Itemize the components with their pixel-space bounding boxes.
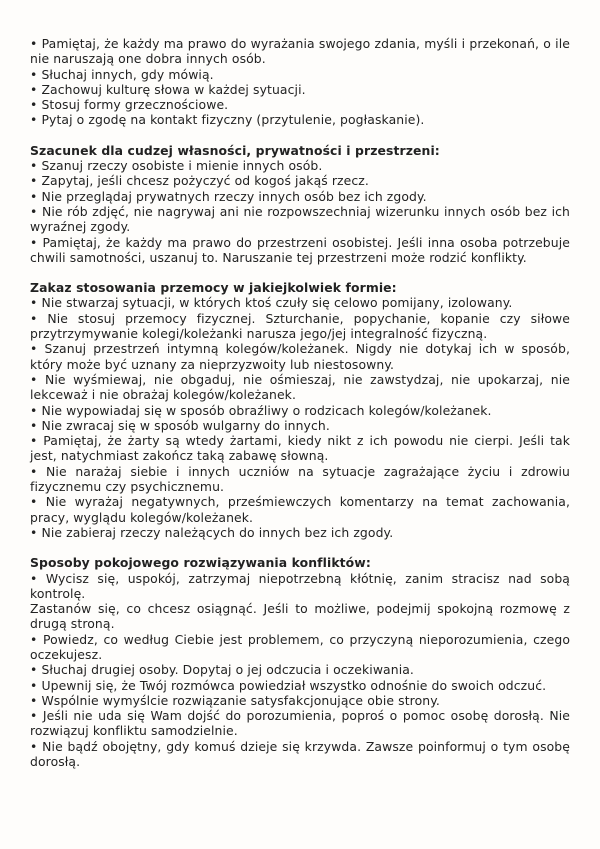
list-item: • Wspólnie wymyślcie rozwiązanie satysfakcjonujące obie strony. [30,692,440,708]
section-heading: Zakaz stosowania przemocy w jakiejkolwiek formie: [30,280,397,296]
list-item: • Wycisz się, uspokój, zatrzymaj niepotrzebną kłótnię, zanim stracisz nad sobą kontrolę. [30,570,570,601]
section-heading: Szacunek dla cudzej własności, prywatności i przestrzeni: [30,142,440,158]
bullet-list [30,36,570,128]
list-item: • Stosuj formy grzecznościowe. [30,97,229,113]
list-item: • Nie zabieraj rzeczy należących do innych bez ich zgody. [30,524,394,540]
list-item: • Pamiętaj, że każdy ma prawo do przestrzeni osobistej. Jeśli inna osoba potrzebuje chwili samotności, uszanuj to. Naruszanie tej przestrzeni może rodzić konflikty. [30,234,570,265]
list-item: • Nie stosuj przemocy fizycznej. Szturchanie, popychanie, kopanie czy siłowe przytrzymywanie kolegi/koleżanki narusza jego/jej integralność fizyczną. [30,310,570,342]
bullet-list [30,571,570,770]
list-item: • Pytaj o zgodę na kontakt fizyczny (przytulenie, pogłaskanie). [30,112,425,128]
list-item: • Pamiętaj, że każdy ma prawo do wyrażania swojego zdania, myśli i przekonań, o ile nie naruszają one dobra innych osób. [30,36,570,67]
list-item: • Szanuj rzeczy osobiste i mienie innych osób. [30,158,323,174]
section-property-privacy [30,143,570,265]
list-item: Zastanów się, co chcesz osiągnąć. Jeśli to możliwe, podejmij spokojną rozmowę z drugą stroną. [30,601,570,632]
list-item: • Nie wypowiadaj się w sposób obraźliwy o rodzicach kolegów/koleżanek. [30,402,492,418]
list-item: • Słuchaj drugiej osoby. Dopytaj o jej odczucia i oczekiwania. [30,662,414,678]
list-item: • Nie narażaj siebie i innych uczniów na sytuacje zagrażające życiu i zdrowiu fizycznemu czy psychicznemu. [30,463,570,495]
section-conflict-resolution [30,555,570,769]
list-item: • Pamiętaj, że żarty są wtedy żartami, kiedy nikt z ich powodu nie cierpi. Jeśli tak jest, natychmiast zakończ taką zabawę słowną. [30,433,570,464]
list-item: • Słuchaj innych, gdy mówią. [30,66,214,82]
list-item: • Nie stwarzaj sytuacji, w których ktoś czuły się celowo pomijany, izolowany. [30,295,513,311]
list-item: • Nie przeglądaj prywatnych rzeczy innych osób bez ich zgody. [30,188,427,204]
list-item: • Nie wyrażaj negatywnych, prześmiewczych komentarzy na temat zachowania, pracy, wyglądu kolegów/koleżanek. [30,494,570,525]
list-item: • Zapytaj, jeśli chcesz pożyczyć od kogoś jakąś rzecz. [30,173,369,189]
section-heading: Sposoby pokojowego rozwiązywania konfliktów: [30,555,371,571]
list-item: • Szanuj przestrzeń intymną kolegów/koleżanek. Nigdy nie dotykaj ich w sposób, który może być uznany za nieprzyzwoity lub niestosowny. [30,341,570,372]
list-item: • Nie zwracaj się w sposób wulgarny do innych. [30,417,330,433]
list-item: • Zachowuj kulturę słowa w każdej sytuacji. [30,81,306,97]
bullet-list [30,158,570,265]
list-item: • Upewnij się, że Twój rozmówca powiedział wszystko odnośnie do swoich odczuć. [30,677,547,693]
section-no-violence [30,280,570,540]
section-respect-opinions [30,36,570,128]
list-item: • Nie wyśmiewaj, nie obgaduj, nie ośmieszaj, nie zawstydzaj, nie upokarzaj, nie lekceważ i nie obrażaj kolegów/koleżanek. [30,371,570,403]
list-item: • Jeśli nie uda się Wam dojść do porozumienia, poproś o pomoc osobę dorosłą. Nie rozwiązuj konfliktu samodzielnie. [30,708,570,739]
list-item: • Nie rób zdjęć, nie nagrywaj ani nie rozpowszechniaj wizerunku innych osób bez ich wyraźnej zgody. [30,203,570,235]
list-item: • Powiedz, co według Ciebie jest problemem, co przyczyną nieporozumienia, czego oczekujesz. [30,631,570,662]
list-item: • Nie bądź obojętny, gdy komuś dzieje się krzywda. Zawsze poinformuj o tym osobę dorosłą. [30,738,570,770]
bullet-list [30,295,570,540]
